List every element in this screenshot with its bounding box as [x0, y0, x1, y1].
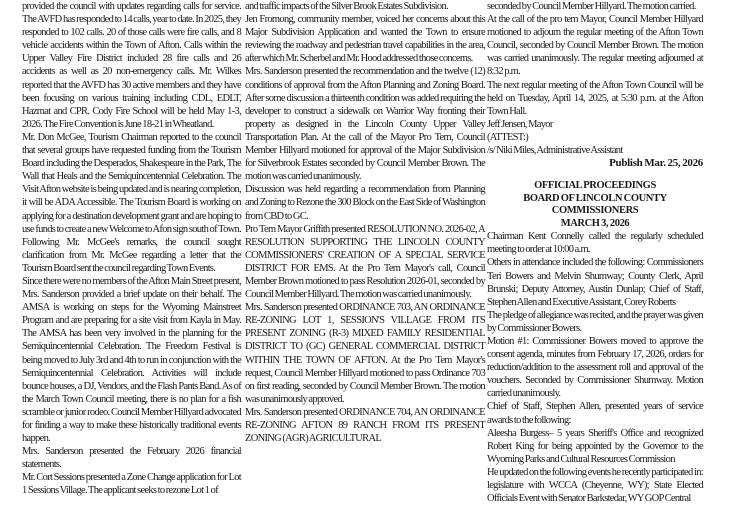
paragraph-service-awards: Chief of Staff, Stephen Allen, presented years of service awards to the following:: [487, 401, 703, 426]
paragraph-rezone-discussion: Discussion was held regarding a recommendation from Planning and Zoning to Rezone the 300 Block on the East Side of Washington from CBD to GC.: [245, 184, 485, 222]
column-2: [245, 0, 485, 445]
paragraph-next-meeting: The next regular meeting of the Afton Town Council will be held on Tuesday, April 14, 2025, at 5:30 p.m. at the Afton Town Hall.: [487, 79, 703, 117]
heading-date: MARCH 3, 2026: [560, 217, 630, 229]
paragraph-adjourn: At the call of the pro tem Mayor, Council Member Hillyard motioned to adjourn the regular meeting of the Afton Town Council, seconded by Council Member Brown. The motion was carried unanimously. The regular meeting adjourned at 8:32 p.m.: [487, 14, 703, 78]
paragraph-ordinance-703: Mrs. Sanderson presented ORDINANCE 703, AN ORDINANCE RE-ZONING LOT 1, SESSION'S VILLAGE FROM ITS PRESENT ZONING (R-3) MIXED FAMILY RESIDENTIAL DISTRICT TO (GC) GENERAL COMMERCIAL DISTRICT WITHIN THE TOWN OF AFTON. At the Pro Tem Mayor's request, Council Member Hillyard motioned to pass Ordinance 703 on first reading, seconded by Council Member Brown. The motion was unanimously approved.: [245, 302, 485, 405]
spacer: [487, 170, 703, 180]
paragraph-subdivision: Mrs. Sanderson presented the recommendation and the twelve (12) conditions of approval from the Afton Planning and Zoning Board. After some discussion a thirteenth condition was added requiring the developer to construct a sidewalk on Warrior Way fronting their property as designed in the Lincoln County Upper Valley Transportation Plan. At the call of the Mayor Pro Tem, Council Member Hillyard motioned for approval of the Major Subdivision for Silverbrook Estates seconded by Council Member Brown. The motion was carried unanimously.: [245, 66, 485, 183]
attest: (ATTEST:): [487, 131, 529, 143]
signature-assistant: /s/ Niki Miles, Administrative Assistant: [487, 145, 623, 157]
signature-mayor: Jeff Jensen, Mayor: [487, 118, 553, 130]
paragraph-main-street: Since there were no members of the Afton Main Street present, Mrs. Sanderson provided a brief update on their behalf. The AMSA is working on steps for the Wyoming Mainstreet Program and are preparing for a site visit from Kayla in May. The AMSA has been very involved in the planning for the Semiquincentennial Celebration. The Freedom Festival is being moved to July 3rd and 4th to run in conjunction with the Semiquincentennial Celebration. Activities will include bounce houses, a DJ, Vendors, and the Flash Pants Band. As of the March Town Council meeting, there is no plan for a fish scramble or junior rodeo. Council Member Hillyard advocated for finding a way to make these historically traditional events happen.: [22, 275, 241, 445]
paragraph-ordinance-704: Mrs. Sanderson presented ORDINANCE 704, AN ORDINANCE RE-ZONING AFTON 89 RANCH FROM ITS PRESENT ZONING (AGR) AGRICULTURAL: [245, 406, 485, 445]
paragraph-attendance: Others in attendance included the following: Commissioners Teri Bowers and Melvin Shumway; County Clerk, April Brunski; Deputy Attorney, Austin Dunlap; Chief of Staff, Stephen Allen and Executive Assistant, Corey Roberts: [487, 257, 703, 308]
paragraph-resolution: Pro Tem Mayor Griffith presented RESOLUTION NO. 2026-02, A RESOLUTION SUPPORTING THE LINCOLN COUNTY COMMISSIONERS' CREATION OF A SPECIAL SERVICE DISTRICT FOR EMS. At the Pro Tem Mayor's call, Council Member Brown motioned to pass Resolution 2026-01, seconded by Council Member Hillyard. The motion was carried unanimously.: [245, 223, 485, 301]
paragraph-financials: Mrs. Sanderson presented the February 2026 financial statements.: [22, 446, 241, 471]
paragraph-fire-department: provided the council with updates regarding calls for service. The AVFD has responded to 14 calls, year to date. In 2025, they responded to 102 calls. 20 of those calls were fire calls, and 8 vehicle accidents within the Town of Afton. Calls within the Upper Valley Fire District included 28 fire calls and 26 accidents as well as 20 non-emergency calls. Mr. Wilkes reported that the AVFD has 30 active members and they have been focusing on various training including CDL, EDLT, Hazmat and CPR. Cody Fire School will be held May 1-3, 2026. The Fire Convention is June 18-21 in Wheatland.: [22, 1, 241, 130]
publish-date: Publish Mar. 25, 2026: [609, 157, 703, 170]
column-1: [22, 0, 241, 498]
paragraph-zone-change: Mr. Cort Sessions presented a Zone Change application for Lot 1 Sessions Village. The applicant seeks to rezone Lot 1 of: [22, 472, 241, 497]
paragraph-public-comment: Jen Fromong, community member, voiced her concerns about this Major Subdivision Application and wanted the Town to ensure reviewing the roadway and pedestrian travel capabilities in the area, after which Mr. Scherbel and Mr. Hood addressed those concerns.: [245, 14, 485, 65]
paragraph-events: He updated on the following events he recently participated in: legislature with WCCA (Cheyenne, WY); State Elected Officials Event with Senator Barkstedar, WY GOP Central: [487, 466, 703, 505]
paragraph-traffic: and traffic impacts of the Silver Brook Estates Subdivision.: [245, 1, 448, 12]
paragraph-pledge: The pledge of allegiance was recited, and the prayer was given by Commissioner Bowers.: [487, 309, 703, 334]
paragraph-call-to-order: Chairman Kent Connelly called the regularly scheduled meeting to order at 10:00 a.m.: [487, 231, 703, 256]
paragraph-motion-1: Motion #1: Commissioner Bowers moved to approve the consent agenda, minutes from February 17, 2026, orders for reduction/addition to the assessment roll and approval of the vouchers. Seconded by Commissioner Shumway. Motion carried unanimously.: [487, 335, 703, 400]
paragraph-seconded: seconded by Council Member Hillyard. The motion carried.: [487, 1, 696, 12]
heading-official-proceedings: OFFICIAL PROCEEDINGS: [534, 180, 656, 192]
paragraph-awardees: Aleesha Burgess– 5 years Sheriff's Office and recognized Robert King for being appointed by the Governor to the Wyoming Parks and Cultural Resources Commission: [487, 427, 703, 465]
paragraph-tourism: Mr. Don McGee, Tourism Chairman reported to the council that several groups have requested funding from the Tourism Board including the Desperados, Shakespeare in the Park, The Wall that Heals and the Semiquincentennial Celebration. The Visit Afton website is being updated and is nearing completion, it will be ADA Accessible. The Tourism Board is working on applying for a destination development grant and are hoping to use funds to create a new Welcome to Afon sign south of Town. Following Mr. McGee's remarks, the council sought clarification from Mr. McGee regarding a letter that the Tourism Board sent the council regarding Town Events.: [22, 131, 241, 274]
column-3: [487, 0, 703, 505]
heading-board: BOARD OF LINCOLN COUNTY COMMISSIONERS: [523, 192, 667, 217]
